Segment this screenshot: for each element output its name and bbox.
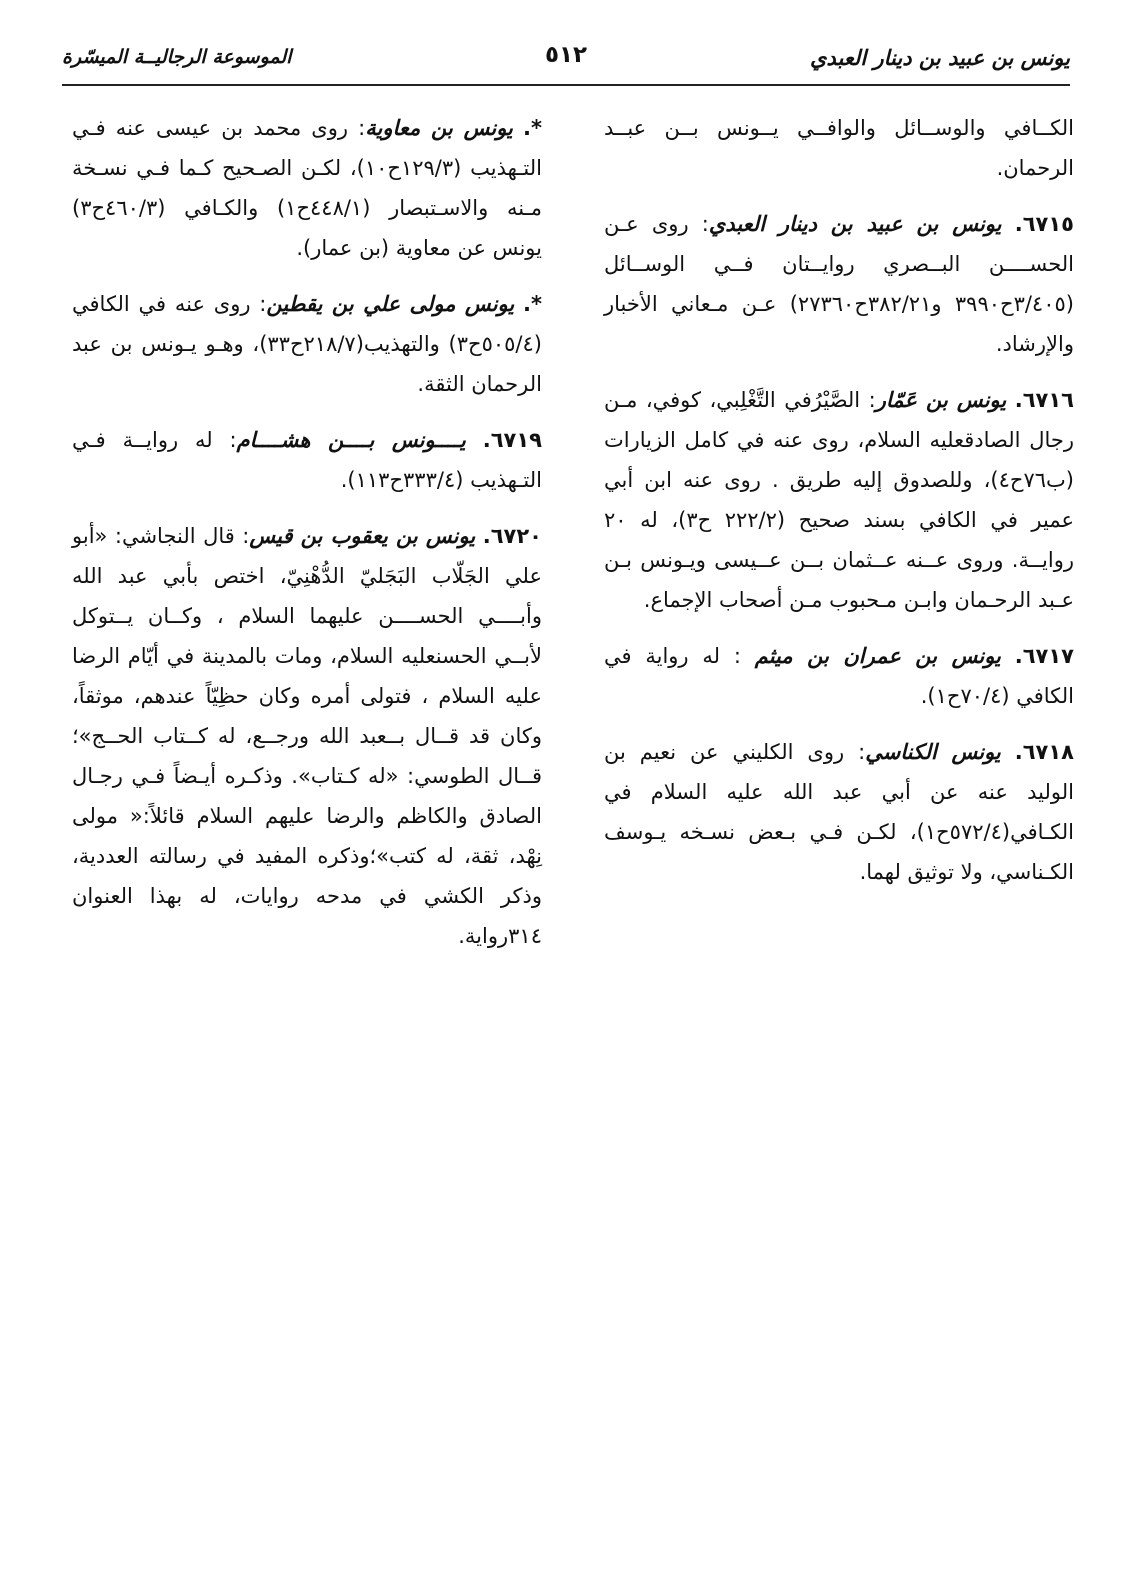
entry-name: يونس بن عمران بن ميثم [754, 644, 1001, 668]
entry-marker: *. [523, 116, 542, 140]
entry-6718 [604, 732, 1074, 892]
entry-number: ٦٧١٦. [1014, 388, 1074, 412]
entry-marker: *. [523, 292, 542, 316]
right-column [604, 108, 1074, 908]
entry-text: : روى محمد بن عيسى عنه فـي التـهذيب (١٢٩/٣ح١٠)، لكـن الصـحيح كـما فـي نسـخة مـنه والاسـتبصار (٤٤٨/١ح١) والكـافي (٤٦٠/٣ح٣) يونس عن معاوية (بن عمار). [72, 116, 542, 260]
entry-number: ٦٧١٧. [1014, 644, 1074, 668]
entry-name: يونس مولى علي بن يقطين [266, 292, 515, 316]
entry-number: ٦٧١٨. [1014, 740, 1074, 764]
entry-text: : له رواية في الكافي (٧٠/٤ح١). [604, 644, 1074, 708]
entry-name: يونس بن يعقوب بن قيس [249, 524, 476, 548]
entry-name: يونس الكناسي [865, 740, 1001, 764]
entry-6720 [72, 516, 542, 956]
entry-name: يونس بن عَمّار [875, 388, 1007, 412]
entry-unnumbered-yaqtin [72, 284, 542, 404]
entry-number: ٦٧٢٠. [482, 524, 542, 548]
entry-name: يــــونس بــــن هشــــام [236, 428, 466, 452]
running-title-right: يونس بن عبيد بن دينار العبدي [810, 46, 1070, 70]
continuation-paragraph [604, 108, 1074, 188]
entry-6715 [604, 204, 1074, 364]
entry-text: : روى عـن الحســــن البــصري روايــتان فــي الوســائل (٣/٤٠٥ح٣٩٩٠ و٣٨٢/٢١ح٢٧٣٦٠) عـن مـعاني الأخبار والإرشاد. [604, 212, 1074, 356]
entry-text: : روى الكليني عن نعيم بن الوليد عنه عن أبي عبد الله عليه السلام في الكـافي(٥٧٢/٤ح١)، لكـن فـي بـعض نسـخه يـوسف الكـناسي، ولا توثيق لهما. [604, 740, 1074, 884]
continuation-text: الكــافي والوســائل والوافــي يــونس بــن عبــد الرحمان. [604, 116, 1074, 180]
entry-name: يونس بن معاوية [365, 116, 513, 140]
left-column [72, 108, 542, 972]
entry-6716 [604, 380, 1074, 620]
entry-text: : قال النجاشي: «أبو علي الجَلّاب البَجَليّ الدُّهْنِيّ، اختص بأبي عبد الله وأبــــي الحســــن عليهما السلام ، وكــان يــتوكل لأبــي الحسنعليه السلام، ومات بالمدينة في أيّام الرضا عليه السلام ، فتولى أمره وكان حظِيّاً عندهم، موثقاً، وكان قد قــال بــعبد الله ورجــع، له كــتاب الحــج»؛ قــال الطوسي: «له كـتاب». وذكـره أيـضاً فـي رجـال الصادق والكاظم والرضا عليهم السلام قائلاً:« مولى نِهْد، ثقة، له كتب»؛وذكره المفيد في رسالته العددية، وذكر الكشي في مدحه روايات، له بهذا العنوان ٣١٤رواية. [72, 524, 542, 948]
entry-6717 [604, 636, 1074, 716]
entry-number: ٦٧١٥. [1014, 212, 1074, 236]
entry-text: : له روايــة فـي التـهذيب (٣٣٣/٤ح١١٣). [72, 428, 542, 492]
page-header [62, 40, 1070, 86]
entry-text: : روى عنه في الكافي (٥٠٥/٤ح٣) والتهذيب(٢١٨/٧ح٣٣)، وهـو يـونس بن عبد الرحمان الثقة. [72, 292, 542, 396]
page-number: ٥١٢ [544, 42, 588, 68]
entry-name: يونس بن عبيد بن دينار العبدي [708, 212, 1002, 236]
entry-6719 [72, 420, 542, 500]
running-title-left: الموسوعة الرجاليــة الميسّرة [62, 46, 292, 68]
entry-number: ٦٧١٩. [482, 428, 542, 452]
entry-text: : الصَّيْرُفي التَّغْلِبي، كوفي، مـن رجال الصادقعليه السلام، روى عنه في كامل الزيارات (ب٧٦ح٤)، وللصدوق إليه طريق . روى عنه ابن أبي عمير في الكافي بسند صحيح (٢٢٢/٢ ح٣)، له ٢٠ روايــة. وروى عــنه عــثمان بــن عــيسى ويـونس بـن عـبد الرحـمان وابـن مـحبوب مـن أصحاب الإجماع. [604, 388, 1075, 612]
entry-unnumbered-muawiya [72, 108, 542, 268]
